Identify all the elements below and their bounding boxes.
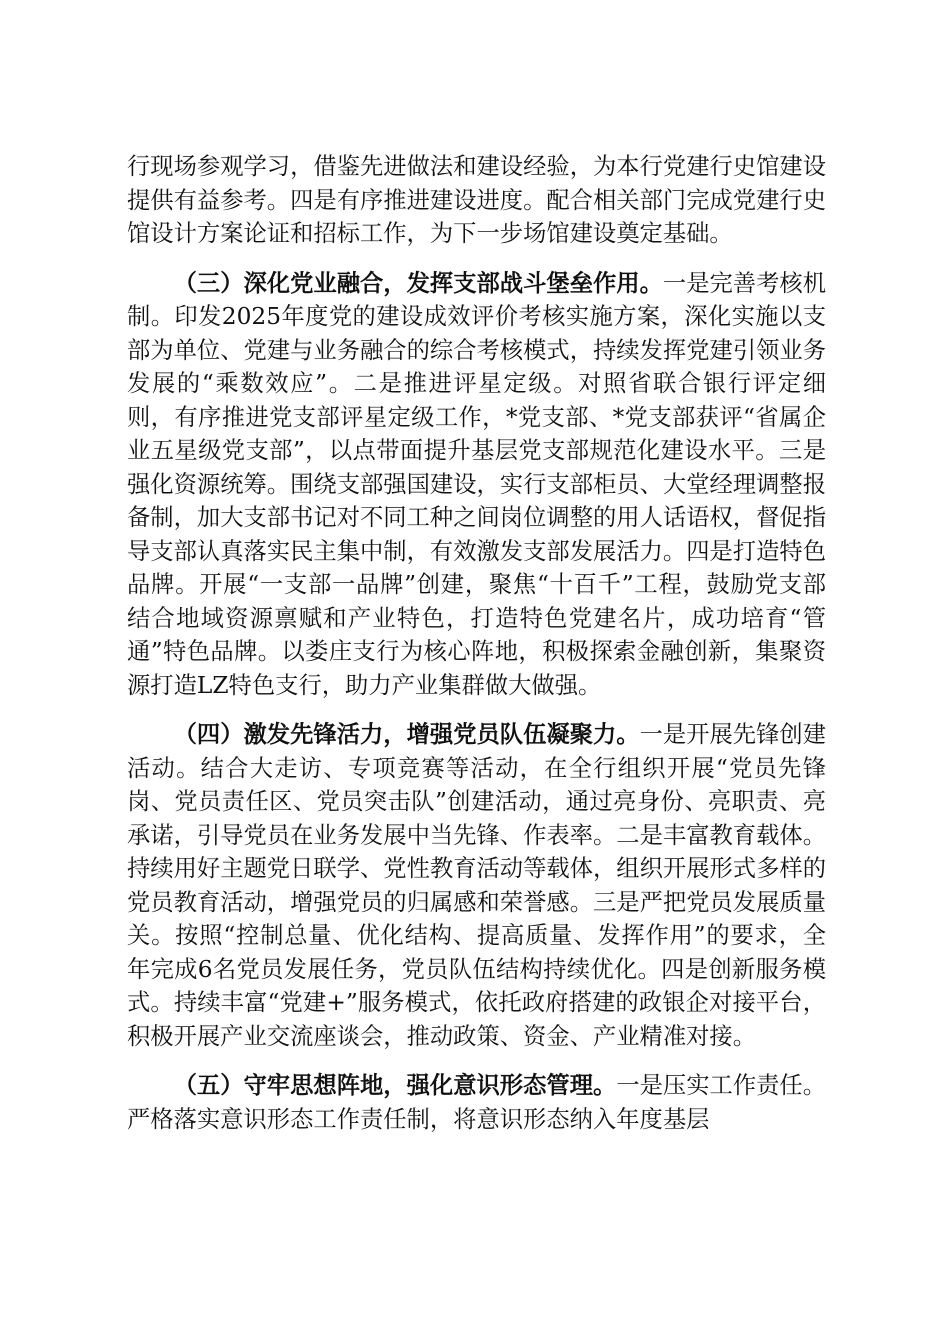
paragraph-body: 行现场参观学习，借鉴先进做法和建设经验，为本行党建行史馆建设提供有益参考。四是有序推进建设进度。配合相关部门完成党建行史馆设计方案论证和招标工作，为下一步场馆建设奠定基础。 [127,153,826,247]
paragraph-section-3 [127,267,826,703]
section-heading: （三）深化党业融合，发挥支部战斗堡垒作用。 [173,269,663,297]
section-heading: （五）守牢思想阵地，强化意识形态管理。 [173,1072,617,1099]
section-heading: （四）激发先锋活力，增强党员队伍凝聚力。 [173,721,640,748]
paragraph-section-4 [127,718,826,1053]
paragraph-body: 一是开展先锋创建活动。结合大走访、专项竞赛等活动，在全行组织开展“党员先锋岗、党员责任区、党员突击队”创建活动，通过亮身份、亮职责、亮承诺，引导党员在业务发展中当先锋、作表率。二是丰富教育载体。持续用好主题党日联学、党性教育活动等载体，组织开展形式多样的党员教育活动，增强党员的归属感和荣誉感。三是严把党员发展质量关。按照“控制总量、优化结构、提高质量、发挥作用”的要求，全年完成6名党员发展任务，党员队伍结构持续优化。四是创新服务模式。持续丰富“党建+”服务模式，依托政府搭建的政银企对接平台，积极开展产业交流座谈会，推动政策、资金、产业精准对接。 [127,721,827,1050]
paragraph-section-5 [127,1069,826,1136]
paragraph-body: 一是压实工作责任。严格落实意识形态工作责任制，将意识形态纳入年度基层 [127,1072,827,1133]
paragraph-continuation [127,150,826,251]
paragraph-body: 一是完善考核机制。印发2025年度党的建设成效评价考核实施方案，深化实施以支部为单位、党建与业务融合的综合考核模式，持续发挥党建引领业务发展的“乘数效应”。二是推进评星定级。对照省联合银行评定细则，有序推进党支部评星定级工作，*党支部、*党支部获评“省属企业五星级党支部”，以点带面提升基层党支部规范化建设水平。三是强化资源统筹。围绕支部强国建设，实行支部柜员、大堂经理调整报备制，加大支部书记对不同工种之间岗位调整的用人话语权，督促指导支部认真落实民主集中制，有效激发支部发展活力。四是打造特色品牌。开展“一支部一品牌”创建，聚焦“十百千”工程，鼓励党支部结合地域资源禀赋和产业特色，打造特色党建名片，成功培育“管通”特色品牌。以娄庄支行为核心阵地，积极探索金融创新，集聚资源打造LZ特色支行，助力产业集群做大做强。 [127,269,827,699]
document-page [127,150,826,1136]
